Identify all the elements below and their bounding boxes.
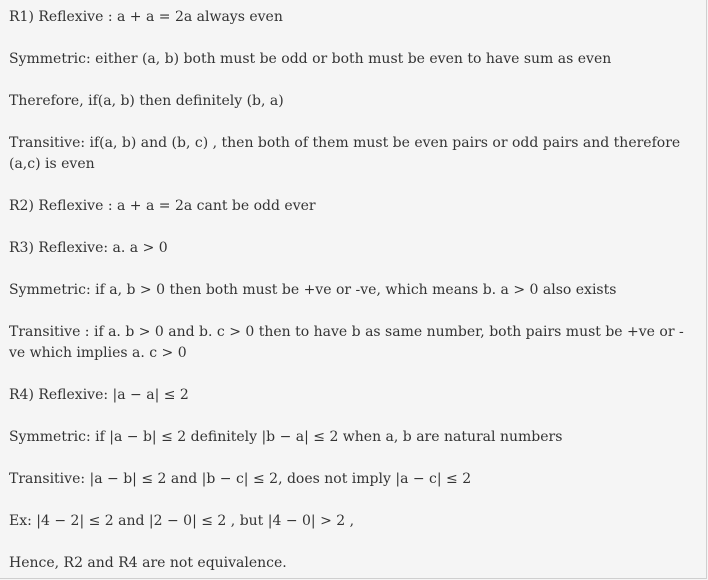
r1-transitive-line: Transitive: if(a, b) and (b, c) , then both of them must be even pairs or odd pairs and therefore (a,c) is even: [9, 135, 681, 172]
counterexample-line: Ex: |4 − 2| ≤ 2 and |2 − 0| ≤ 2 , but |4 − 0| > 2 ,: [9, 513, 355, 529]
conclusion-line: Hence, R2 and R4 are not equivalence.: [9, 555, 287, 571]
r3-transitive-line: Transitive : if a. b > 0 and b. c > 0 then to have b as same number, both pairs must be +ve or -ve which implies a. c > 0: [9, 324, 684, 361]
r2-reflexive-line: R2) Reflexive : a + a = 2a cant be odd ever: [9, 198, 316, 214]
r4-symmetric-line: Symmetric: if |a − b| ≤ 2 definitely |b − a| ≤ 2 when a, b are natural numbers: [9, 429, 563, 445]
r3-symmetric-line: Symmetric: if a, b > 0 then both must be +ve or -ve, which means b. a > 0 also exists: [9, 282, 617, 298]
r3-reflexive-line: R3) Reflexive: a. a > 0: [9, 240, 168, 256]
r1-reflexive-line: R1) Reflexive : a + a = 2a always even: [9, 9, 283, 25]
r1-therefore-line: Therefore, if(a, b) then definitely (b, a): [9, 93, 284, 109]
r4-transitive-line: Transitive: |a − b| ≤ 2 and |b − c| ≤ 2, does not imply |a − c| ≤ 2: [9, 471, 472, 487]
r1-symmetric-line: Symmetric: either (a, b) both must be odd or both must be even to have sum as even: [9, 51, 612, 67]
r4-reflexive-line: R4) Reflexive: |a − a| ≤ 2: [9, 387, 189, 403]
